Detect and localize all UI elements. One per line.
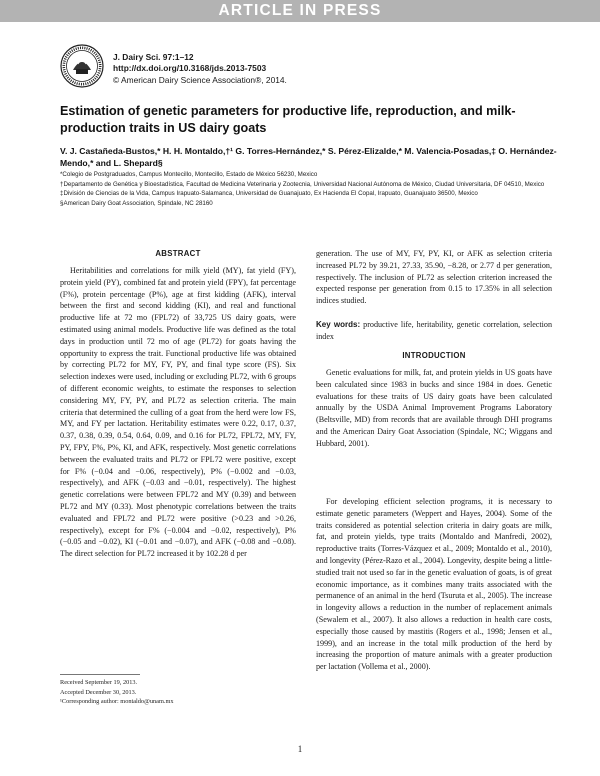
keywords-text: productive life, heritability, genetic correlation, selection index [316, 320, 552, 341]
accepted-date: Accepted December 30, 2013. [60, 688, 137, 696]
article-in-press-banner: ARTICLE IN PRESS [0, 0, 600, 22]
journal-citation: J. Dairy Sci. 97:1–12 [113, 52, 194, 62]
journal-copyright: © American Dairy Science Association®, 2014. [113, 74, 287, 85]
keywords [316, 319, 552, 343]
affiliation-item: §American Dairy Goat Association, Spindale, NC 28160 [60, 199, 213, 207]
received-date: Received September 19, 2013. [60, 679, 138, 686]
ads-seal-logo [60, 44, 104, 88]
introduction-paragraph-2: For developing efficient selection programs, it is necessary to estimate genetic parameters (Weppert and Hayes, 2004). Some of the traits considered as potential selection criteria in dairy goats are milk, fat, and protein yields, type traits (Montaldo and Manfredi, 2002), reproductive traits (Torres-Vázquez et al., 2009; Montaldo et al., 2010), and longevity (Pérez-Razo et al., 2004). Longevity, despite being a little-studied trait not used so far in the genetic evaluation of goats, is of great economic importance, as it combines many traits associated with the permanence of an animal in the herd (Tsuruta et al., 2005). The increase in longevity allows a reduction in the number of replacement animals (Sewalem et al., 2007). It also allows a reduction in health care costs, especially those caused by mastitis (Rogers et al., 1998; Jensen et al., 1999), and an increase in the total milk production of the herd by increasing the proportion of mature animals with a greater production per lactation (Vollema et al., 2000). [316, 497, 552, 672]
journal-info [113, 52, 287, 86]
footnotes [60, 678, 174, 707]
abstract-text-left: Heritabilities and correlations for milk yield (MY), fat yield (FY), protein yield (PY), combined fat and protein yield (FPY), fat percentage (F%), protein percentage (P%), age at first kidding (AFK), interval between the first and second kidding (KI), and real and functional productive life at 72 mo (FPL72) of 33,725 US dairy goats, were estimated using animal models. Productive life was defined as the total days in production until 72 mo of age (PL72) for goats having the opportunity to express the trait. Functional productive life was obtained by correcting PL72 for MY, FY, PY, and final type score (FS). Six selection indexes were used, including or excluding PL72, with 6 groups of different economic weights, to estimate the responses to selection considering MY, FY, PY, and PL72 as selection criteria. The main criteria that determined the culling of a goat from the herd were low FS, MY, and FY per lactation. Heritability estimates were 0.22, 0.17, 0.37, 0.37, 0.38, 0.39, 0.54, 0.64, 0.09, and 0.16 for PL72, FPL72, MY, FY, PY, FPY, F%, P%, KI, and AFK, respectively. Most genetic correlations between the evaluated traits and PL72 or FPL72 were positive, except for F% (−0.04 and −0.06, respectively), P% (−0.002 and −0.03, respectively), and AFK (−0.03 and −0.01, respectively). The highest genetic correlations were between FPL72 and MY (0.39) and between PL72 and MY (0.33). Most phenotypic correlations between the traits evaluated and FPL72 and PL72 were positive (>0.23 and >0.26, respectively), except for F% (−0.004 and −0.02, respectively), P% (−0.05 and −0.02), KI (−0.01 and −0.07), and AFK (−0.08 and −0.08). The direct selection for PL72 increased it by 102.28 d per [60, 266, 296, 559]
affiliation-item: †Departamento de Genética y Bioestadística, Facultad de Medicina Veterinaria y Zootecnia, Universidad Nacional Autónoma de México, Ciudad Universitaria, DF 04510, Mexico [60, 180, 545, 188]
introduction-paragraph-1: Genetic evaluations for milk, fat, and protein yields in US goats have been calculated since 1983 in bucks and since 1984 in does. Genetic evaluations for these traits of US dairy goats have been calculated annually by the USDA Animal Improvement Programs Laboratory (Beltsville, MD) from records that are available through DHI programs and the American Dairy Goat Association (Spindale, NC; Wiggans and Hubbard, 2001). [316, 368, 552, 448]
affiliation-item: ‡División de Ciencias de la Vida, Campus Irapuato-Salamanca, Universidad de Guanajuato, Ex Hacienda El Copal, Irapuato, Guanajuato 36500, Mexico [60, 190, 478, 198]
keywords-label: Key words: [316, 320, 361, 329]
article-title: Estimation of genetic parameters for productive life, reproduction, and milk-production traits in US dairy goats [60, 104, 516, 135]
corresponding-author: ¹Corresponding author: montaldo@unam.mx [60, 698, 174, 706]
footnote-divider [60, 674, 140, 675]
affiliation-item: *Colegio de Postgraduados, Campus Montecillo, Montecillo, Estado de México 56230, Mexico [60, 171, 318, 178]
abstract-heading: ABSTRACT [155, 249, 201, 258]
page-number: 1 [297, 744, 303, 754]
abstract-text-right: generation. The use of MY, FY, PY, KI, or AFK as selection criteria increased PL72 by 39.21, 27.33, 35.90, −8.28, or 2.77 d per generation, respectively. The inclusion of PL72 as selection criterion increased the expected response per generation from 0.15 to 17.35% in all selection indices studied. [316, 249, 552, 306]
affiliations [60, 170, 550, 208]
journal-doi[interactable]: http://dx.doi.org/10.3168/jds.2013-7503 [113, 63, 267, 74]
introduction-heading: INTRODUCTION [402, 351, 466, 360]
author-list: V. J. Castañeda-Bustos,* H. H. Montaldo,†¹ G. Torres-Hernández,* S. Pérez-Elizalde,* M. Valencia-Posadas,‡ O. Hernández-Mendo,* and L. Shepard§ [60, 146, 557, 168]
